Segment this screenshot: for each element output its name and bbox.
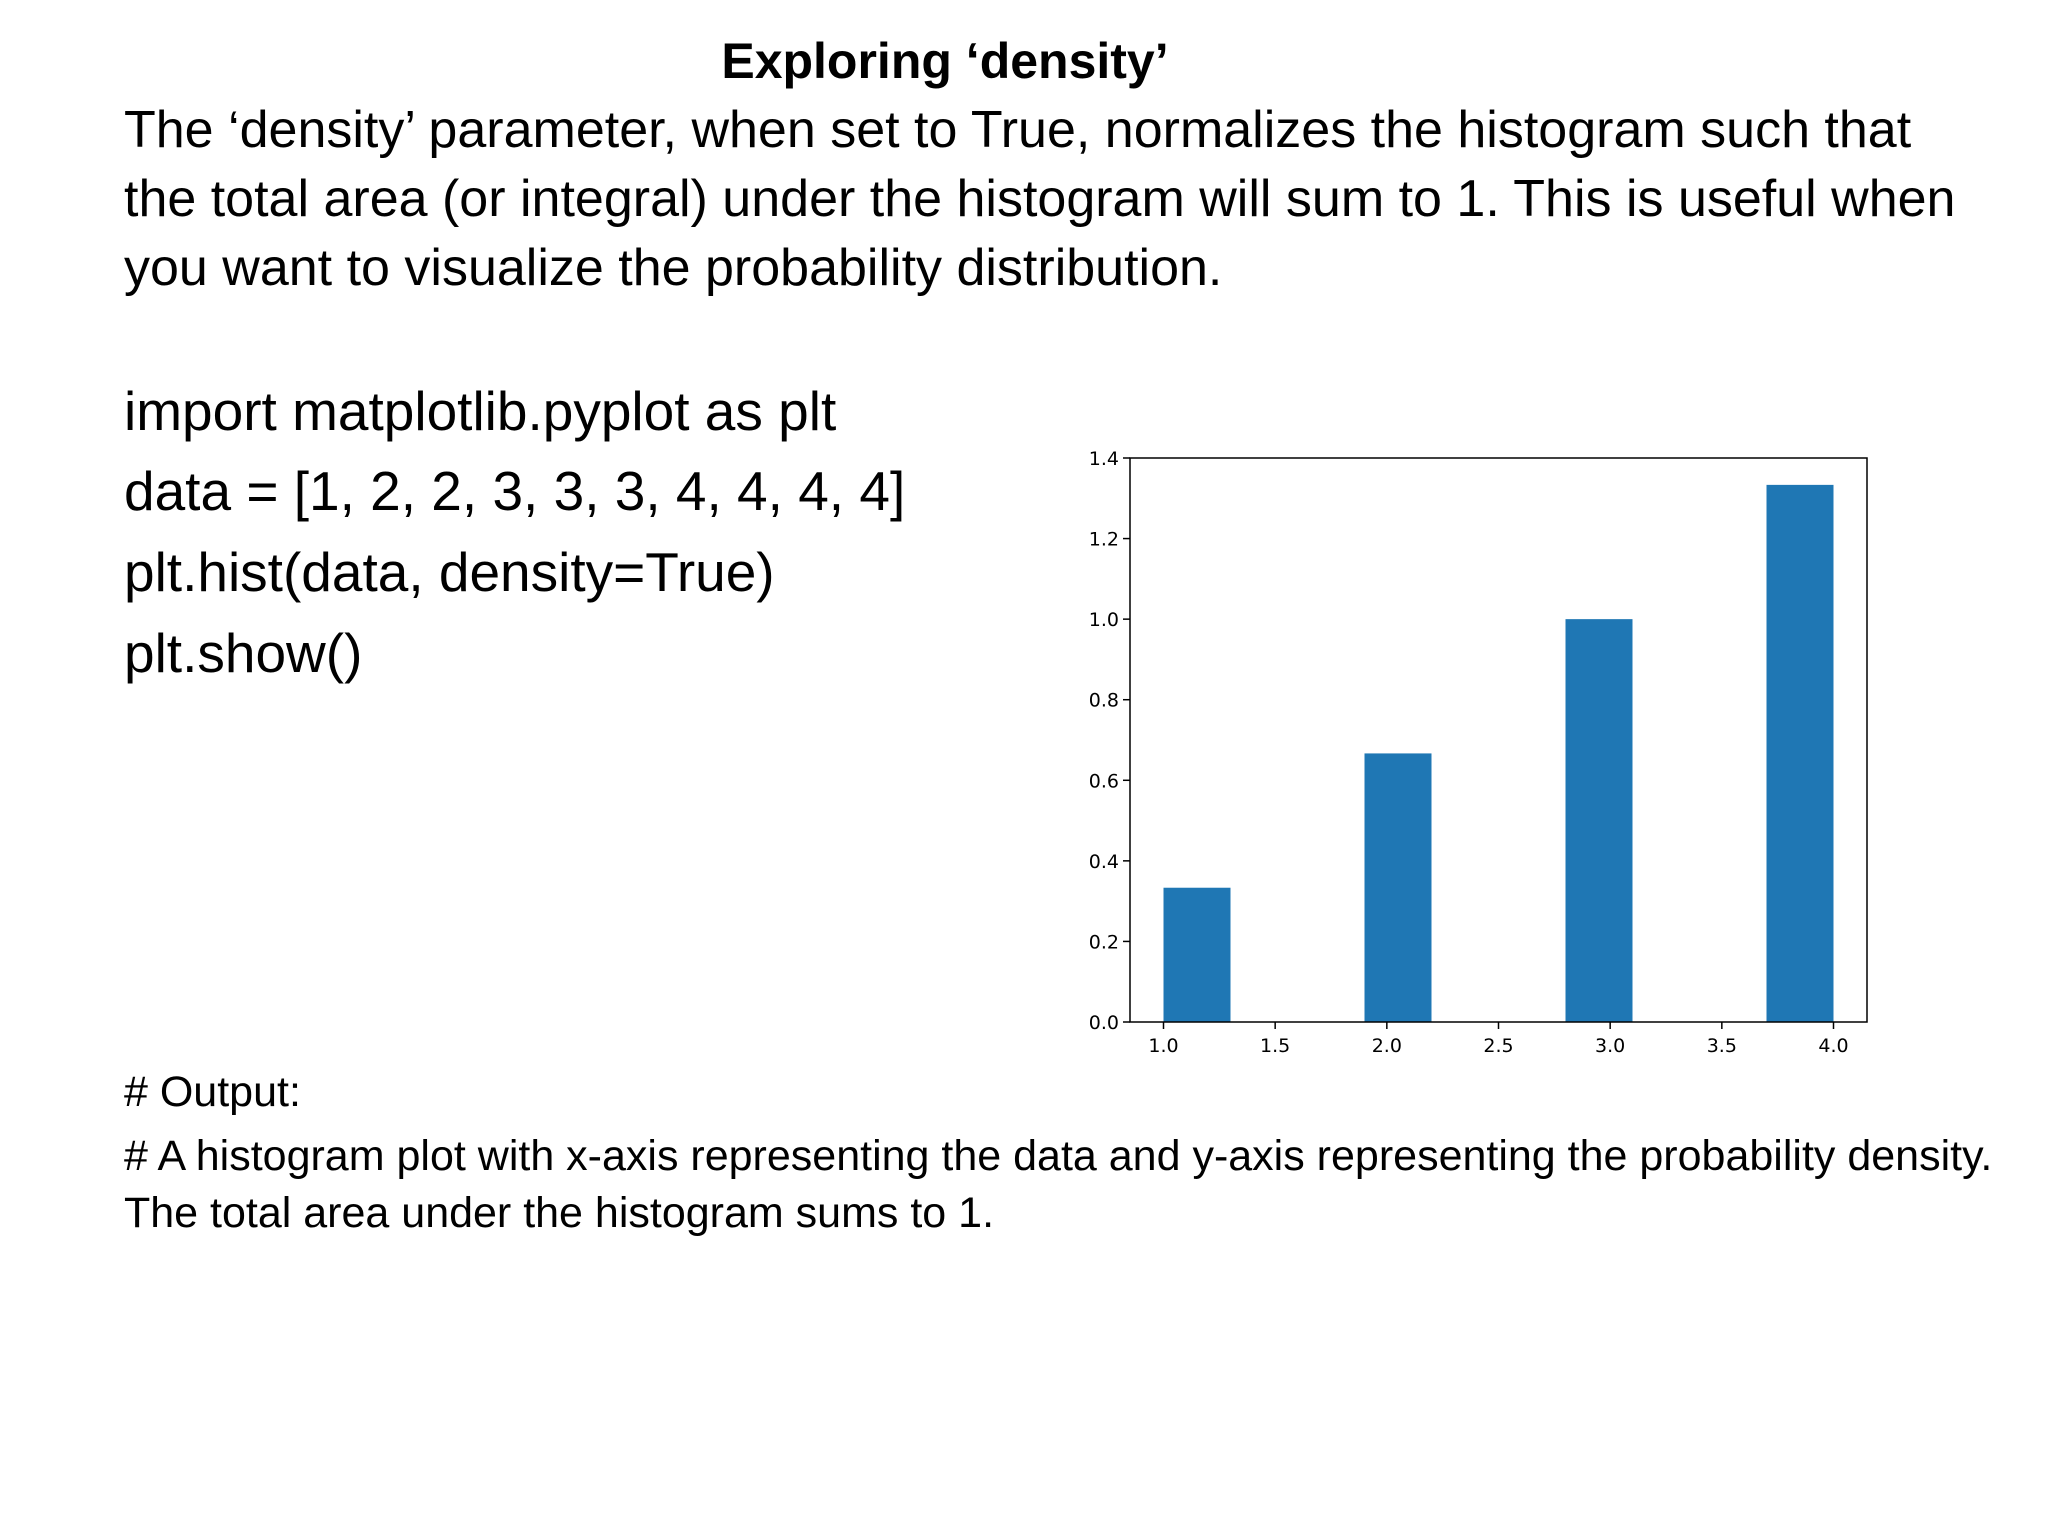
plot-frame — [1130, 458, 1867, 1022]
y-tick-label: 0.6 — [1088, 770, 1119, 793]
code-line-show: plt.show() — [124, 622, 363, 684]
y-tick-label: 0.0 — [1088, 1012, 1119, 1034]
x-axis-ticks — [1148, 1022, 1848, 1057]
histogram-bars — [1164, 485, 1834, 1022]
y-axis-ticks — [1089, 448, 1130, 1034]
y-tick-label: 1.4 — [1088, 448, 1119, 470]
histogram-chart — [1060, 430, 1880, 1070]
x-tick-label: 2.0 — [1371, 1035, 1402, 1057]
histogram-bar — [1164, 888, 1231, 1022]
slide-title: Exploring ‘density’ — [721, 33, 1169, 89]
histogram-bar — [1566, 619, 1633, 1022]
x-tick-label: 3.0 — [1595, 1035, 1626, 1057]
code-line-data: data = [1, 2, 2, 3, 3, 3, 4, 4, 4, 4] — [124, 460, 906, 522]
output-description: # A histogram plot with x-axis representing the data and y-axis representing the probability density. The total area under the histogram sums to 1. — [124, 1132, 1993, 1237]
intro-paragraph: The ‘density’ parameter, when set to True, normalizes the histogram such that the total area (or integral) under the histogram will sum to 1. This is useful when you want to visualize the probability distribution. — [124, 101, 1956, 297]
x-tick-label: 2.5 — [1483, 1035, 1514, 1057]
histogram-bar — [1365, 753, 1432, 1022]
code-line-import: import matplotlib.pyplot as plt — [124, 380, 837, 442]
histogram-bar — [1767, 485, 1834, 1022]
y-tick-label: 1.2 — [1088, 528, 1119, 551]
x-tick-label: 3.5 — [1706, 1035, 1737, 1057]
y-tick-label: 0.2 — [1088, 931, 1119, 954]
y-tick-label: 1.0 — [1088, 609, 1119, 632]
code-line-hist: plt.hist(data, density=True) — [124, 541, 775, 603]
x-tick-label: 4.0 — [1818, 1035, 1849, 1057]
x-tick-label: 1.0 — [1148, 1035, 1179, 1057]
output-label: # Output: — [124, 1068, 301, 1116]
x-tick-label: 1.5 — [1260, 1035, 1291, 1057]
y-tick-label: 0.4 — [1088, 850, 1119, 873]
y-tick-label: 0.8 — [1088, 689, 1119, 712]
